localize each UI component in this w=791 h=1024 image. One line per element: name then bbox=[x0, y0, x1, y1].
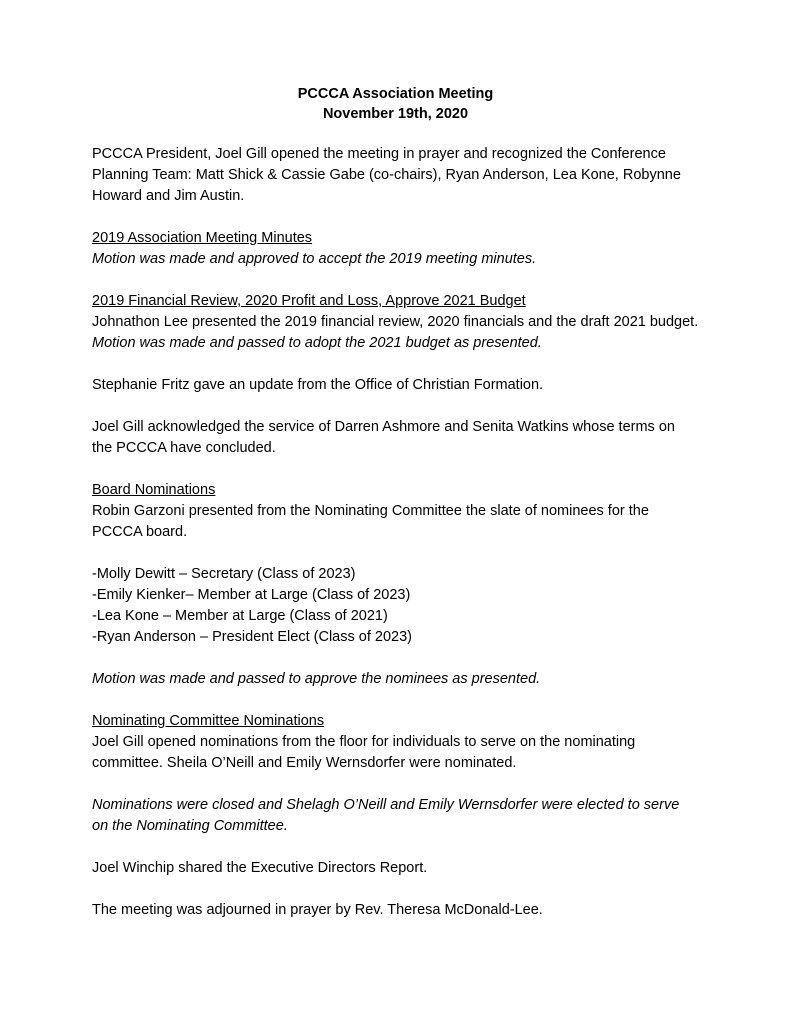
section-motion: Motion was made and passed to approve the nominees as presented. bbox=[92, 671, 541, 687]
opening-paragraph: PCCCA President, Joel Gill opened the meeting in prayer and recognized the Conference Planning Team: Matt Shick & Cassie Gabe (co-chairs), Ryan Anderson, Lea Kone, Robynne Howard and Jim Austin. bbox=[92, 146, 681, 204]
title-line-2: November 19th, 2020 bbox=[322, 106, 469, 122]
page-title bbox=[92, 84, 699, 124]
spacer bbox=[92, 879, 699, 900]
list-item: -Molly Dewitt – Secretary (Class of 2023) bbox=[92, 566, 356, 582]
list-item: -Lea Kone – Member at Large (Class of 2021) bbox=[92, 608, 388, 624]
section-body: Johnathon Lee presented the 2019 financial review, 2020 financials and the draft 2021 budget. bbox=[92, 314, 699, 330]
section-motion: Motion was made and approved to accept the 2019 meeting minutes. bbox=[92, 251, 537, 267]
section-association-minutes bbox=[92, 228, 699, 270]
section-heading: Nominating Committee Nominations bbox=[92, 713, 325, 729]
section-heading: 2019 Association Meeting Minutes bbox=[92, 230, 313, 246]
spacer bbox=[92, 459, 699, 480]
list-item: -Emily Kienker– Member at Large (Class of 2023) bbox=[92, 587, 411, 603]
spacer bbox=[92, 690, 699, 711]
section-financial-review bbox=[92, 291, 699, 354]
executive-report-paragraph: Joel Winchip shared the Executive Directors Report. bbox=[92, 860, 428, 876]
spacer bbox=[92, 207, 699, 228]
spacer bbox=[92, 396, 699, 417]
spacer bbox=[92, 270, 699, 291]
spacer bbox=[92, 354, 699, 375]
nominee-list bbox=[92, 564, 699, 648]
section-motion: Nominations were closed and Shelagh O’Neill and Emily Wernsdorfer were elected to serve on the Nominating Committee. bbox=[92, 797, 680, 834]
spacer bbox=[92, 648, 699, 669]
spacer bbox=[92, 837, 699, 858]
list-item: -Ryan Anderson – President Elect (Class of 2023) bbox=[92, 629, 412, 645]
formation-paragraph: Stephanie Fritz gave an update from the Office of Christian Formation. bbox=[92, 377, 544, 393]
document-body bbox=[92, 144, 699, 921]
adjourn-paragraph: The meeting was adjourned in prayer by Rev. Theresa McDonald-Lee. bbox=[92, 902, 543, 918]
section-body: Robin Garzoni presented from the Nominating Committee the slate of nominees for the PCCCA board. bbox=[92, 503, 649, 540]
spacer bbox=[92, 774, 699, 795]
spacer bbox=[92, 543, 699, 564]
section-heading: 2019 Financial Review, 2020 Profit and Loss, Approve 2021 Budget bbox=[92, 293, 526, 309]
service-paragraph: Joel Gill acknowledged the service of Darren Ashmore and Senita Watkins whose terms on the PCCCA have concluded. bbox=[92, 419, 675, 456]
title-line-1: PCCCA Association Meeting bbox=[297, 86, 494, 102]
section-heading: Board Nominations bbox=[92, 482, 216, 498]
section-body: Joel Gill opened nominations from the floor for individuals to serve on the nominating committee. Sheila O’Neill and Emily Wernsdorfer were nominated. bbox=[92, 734, 636, 771]
section-nominating-committee bbox=[92, 711, 699, 837]
section-board-nominations bbox=[92, 480, 699, 690]
section-motion: Motion was made and passed to adopt the 2021 budget as presented. bbox=[92, 335, 542, 351]
